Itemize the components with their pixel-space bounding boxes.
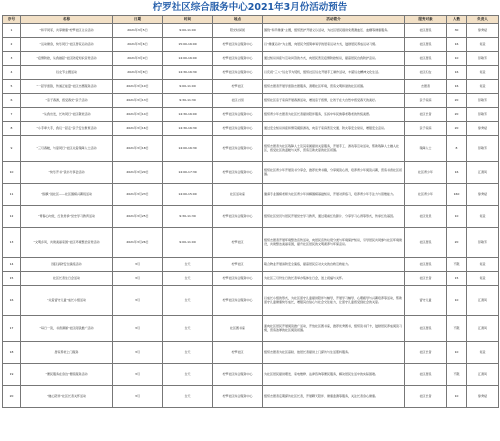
- cell-col-count: 10: [447, 342, 467, 364]
- cell-col-location: 社区图书室: [213, 316, 263, 342]
- cell-col-time: 全天: [163, 342, 213, 364]
- cell-col-owner: 彭敏芳: [467, 94, 499, 108]
- cell-col-owner: 徐秀斌: [467, 184, 499, 206]
- cell-col-date: 2021年3月20日: [113, 162, 163, 184]
- cell-col-name: “运动健身，快乐同行”社区居家运动活动: [21, 38, 113, 52]
- cell-col-name: “便民服务在身边”便民服务活动: [21, 364, 113, 386]
- cell-col-owner: 徐秀斌: [467, 24, 499, 38]
- cell-col-time: 全天: [163, 386, 213, 408]
- cell-col-audience: 亲子家庭: [405, 94, 447, 108]
- cell-col-count: 16: [447, 38, 467, 52]
- cell-col-owner: 江清风: [467, 162, 499, 184]
- cell-col-time: 全天: [163, 364, 213, 386]
- cell-col-date: 2021年3月10日: [113, 80, 163, 94]
- cell-col-location: 柠罗社区综合服务中心: [213, 386, 263, 408]
- cell-col-time: 14:30-16:30: [163, 122, 213, 136]
- cell-col-index: 2: [3, 38, 21, 52]
- cell-col-location: 柠罗社区综合服务中心: [213, 136, 263, 162]
- cell-col-index: 10: [3, 162, 21, 184]
- cell-col-audience: 社区妇女: [405, 66, 447, 80]
- cell-col-count: 16: [447, 66, 467, 80]
- cell-col-time: 9:00-11:00: [163, 228, 213, 258]
- table-row: [3, 272, 499, 286]
- header-col-audience: 服务对象: [405, 16, 447, 24]
- cell-col-time: 14:30-16:30: [163, 66, 213, 80]
- cell-col-time: 14:30-16:00: [163, 108, 213, 122]
- cell-col-index: 19: [3, 364, 21, 386]
- header-col-name: 名称: [21, 16, 113, 24]
- cell-col-count: 不限: [447, 316, 467, 342]
- cell-col-date: 2021年3月25日: [113, 206, 163, 228]
- cell-col-count: 10: [447, 206, 467, 228]
- cell-col-count: 20: [447, 94, 467, 108]
- cell-col-owner: 彭敏芳: [467, 136, 499, 162]
- cell-col-index: 20: [3, 386, 21, 408]
- cell-col-date: 2021年3月9日: [113, 52, 163, 66]
- cell-col-count: 20: [447, 122, 467, 136]
- cell-col-location: 阳光时间街: [213, 24, 263, 38]
- table-row: [3, 228, 499, 258]
- cell-col-index: 12: [3, 206, 21, 228]
- cell-col-index: 16: [3, 286, 21, 316]
- cell-col-audience: 社区居民: [405, 228, 447, 258]
- cell-col-location: 柠罗社区综合服务中心: [213, 52, 263, 66]
- table-body: [3, 24, 499, 408]
- cell-col-date: 3月: [113, 386, 163, 408]
- cell-col-index: 17: [3, 316, 21, 342]
- cell-col-owner: 何意: [467, 272, 499, 286]
- cell-col-index: 5: [3, 80, 21, 94]
- cell-col-description: 组织志愿者为社区高龄、独居长者提供上门探访与生活照料服务。: [263, 342, 405, 364]
- cell-col-audience: 社区长者: [405, 108, 447, 122]
- cell-col-time: 9:30-11:30: [163, 206, 213, 228]
- cell-col-description: 组织志愿者开展环境整治宣传活动，向居民宣传垃圾分类与环境保护知识，引导居民共同参与社区环境建设，共建整洁美丽家园，提升社区居民的文明素养与环保意识。: [263, 228, 405, 258]
- cell-col-owner: 江清风: [467, 286, 499, 316]
- cell-col-date: 3月: [113, 316, 163, 342]
- cell-col-audience: 社区长者: [405, 386, 447, 408]
- cell-col-description: 面向社区居民开展阅读推广活动，开放社区图书室，推荐优秀图书，组织读书打卡，鼓励居民养成阅读习惯，营造浓厚的社区阅读氛围。: [263, 316, 405, 342]
- cell-col-location: 柠罗社区: [213, 80, 263, 94]
- cell-col-date: 3月: [113, 342, 163, 364]
- cell-col-name: 社区长者生日会活动: [21, 272, 113, 286]
- table-row: [3, 136, 499, 162]
- table-row: [3, 38, 499, 52]
- cell-col-date: 2021年3月5日: [113, 24, 163, 38]
- cell-col-name: “青春心向党，红色传承”党史学习教育活动: [21, 206, 113, 228]
- cell-col-audience: 志愿者: [405, 80, 447, 94]
- cell-col-name: 园区消防安全演练活动: [21, 258, 113, 272]
- cell-col-index: 13: [3, 228, 21, 258]
- table-row: [3, 316, 499, 342]
- cell-col-name: “一起学雷锋，传递正能量”社区志愿服务活动: [21, 80, 113, 94]
- cell-col-index: 14: [3, 258, 21, 272]
- header-col-owner: 负责人: [467, 16, 499, 24]
- cell-col-location: 柠罗社区综合服务中心: [213, 38, 263, 52]
- cell-col-description: 组织社区党员与居民开展党史学习教育，通过观看红色影片、分享学习心得等形式，传承红色基因。: [263, 206, 405, 228]
- cell-col-audience: 社区党员: [405, 206, 447, 228]
- table-row: [3, 66, 499, 80]
- cell-col-description: 邀请专业围棋老师为社区青少年讲解围棋基础知识，开展对弈练习，培养青少年专注力与思维能力。: [263, 184, 405, 206]
- header-col-time: 时间: [163, 16, 213, 24]
- cell-col-audience: 社区居民: [405, 24, 447, 38]
- cell-col-count: 10: [447, 52, 467, 66]
- cell-col-audience: 留守儿童: [405, 286, 447, 316]
- cell-col-date: 3月: [113, 286, 163, 316]
- cell-col-index: 6: [3, 94, 21, 108]
- cell-col-time: 14:00-17:30: [163, 162, 213, 184]
- cell-col-description: 组织志愿者为社区残障人士及其家属提供关爱服务，开展手工、游戏等互动活动，帮助残障人士融入社区，感受社区的温暖与关怀，营造互助友爱的社区氛围。: [263, 136, 405, 162]
- table-row: [3, 24, 499, 38]
- cell-col-time: 15:00-16:00: [163, 38, 213, 52]
- table-row: [3, 342, 499, 364]
- cell-col-name: “和平同邻，共享健康”柠罗社区义诊活动: [21, 24, 113, 38]
- cell-col-owner: 江清风: [467, 364, 499, 386]
- cell-col-count: 15: [447, 272, 467, 286]
- cell-col-description: 以成长小组的形式，为社区留守儿童提供陪伴与辅导，开展学习辅导、心理疏导与兴趣培养等活动，帮助留守儿童健康快乐成长，增强其自信心与社会交往能力，让留守儿童感受到社会的关爱。: [263, 286, 405, 316]
- activity-table: [2, 15, 499, 408]
- cell-col-owner: 江清风: [467, 316, 499, 342]
- cell-col-location: 社区活动室: [213, 184, 263, 206]
- cell-col-date: 2021年3月14日: [113, 108, 163, 122]
- header-col-index: 序号: [3, 16, 21, 24]
- cell-col-time: 全天: [163, 272, 213, 286]
- cell-col-location: 柠罗社区综合服务中心: [213, 286, 263, 316]
- cell-col-description: 组织社区青少年开展读书分享会，推荐优秀书籍，分享阅读心得，培养青少年阅读兴趣，营造书香社区氛围。: [263, 162, 405, 184]
- table-row: [3, 286, 499, 316]
- cell-col-name: 妇女节主题活动: [21, 66, 113, 80]
- cell-col-location: 柠罗社区: [213, 342, 263, 364]
- cell-col-location: 柠罗社区: [213, 258, 263, 272]
- cell-col-owner: 何意: [467, 258, 499, 272]
- cell-col-location: 柠罗社区: [213, 228, 263, 258]
- cell-col-count: 16: [447, 80, 467, 94]
- cell-col-name: “关爱留守儿童”成长小组活动: [21, 286, 113, 316]
- table-row: [3, 258, 499, 272]
- cell-col-time: 全天: [163, 316, 213, 342]
- cell-col-time: 9:00-11:00: [163, 24, 213, 38]
- cell-col-count: 10: [447, 386, 467, 408]
- cell-col-name: “亲子春游，感受春光”亲子活动: [21, 94, 113, 108]
- table-row: [3, 386, 499, 408]
- cell-col-name: “小手牵大手，我们一起走”亲子安全教育活动: [21, 122, 113, 136]
- cell-col-name: “每日一读，书香满屋”社区阅读推广活动: [21, 316, 113, 342]
- cell-col-owner: 何意: [467, 66, 499, 80]
- cell-col-count: 20: [447, 108, 467, 122]
- cell-col-description: 组织志愿者开展学雷锋志愿服务，清理社区环境，营造文明和谐的社区氛围。: [263, 80, 405, 94]
- cell-col-date: 3月: [113, 272, 163, 286]
- cell-col-description: 以“健康运动”为主题，向居民介绍简单易学的居家运动方式，鼓励居民养成运动习惯。: [263, 38, 405, 52]
- cell-col-time: 9:30-11:30: [163, 94, 213, 108]
- cell-col-name: “暖心陪伴”社区长者关怀活动: [21, 386, 113, 408]
- cell-col-owner: 彭敏芳: [467, 108, 499, 122]
- cell-col-date: 2021年3月16日: [113, 122, 163, 136]
- cell-col-description: 组织青少年志愿者为社区长者提供陪伴服务，弘扬中华民族尊老敬老的传统美德。: [263, 108, 405, 122]
- cell-col-location: 柠罗社区综合服务中心: [213, 364, 263, 386]
- cell-col-location: 社区公园: [213, 94, 263, 108]
- cell-col-description: 为社区居民提供理发、家电维修、法律咨询等便民服务，解决居民生活中的实际困难。: [263, 364, 405, 386]
- cell-col-audience: 社区居民: [405, 258, 447, 272]
- header-col-description: 活动简介: [263, 16, 405, 24]
- cell-col-location: 柠罗社区综合服务中心: [213, 108, 263, 122]
- cell-col-count: 10: [447, 286, 467, 316]
- cell-col-count: 160: [447, 184, 467, 206]
- header-col-date: 日期: [113, 16, 163, 24]
- cell-col-audience: 社区居民: [405, 38, 447, 52]
- table-row: [3, 52, 499, 66]
- cell-col-name: “疫情防控，从我做起”社区防疫知识宣传活动: [21, 52, 113, 66]
- cell-col-location: 柠罗社区综合服务中心: [213, 122, 263, 136]
- cell-col-count: 不限: [447, 364, 467, 386]
- cell-col-audience: 社区青少年: [405, 184, 447, 206]
- table-row: [3, 364, 499, 386]
- cell-col-audience: 亲子家庭: [405, 122, 447, 136]
- cell-col-description: 为社区三月份生日的长者举办集体生日会，送上祝福与关怀。: [263, 272, 405, 286]
- header-col-count: 人数: [447, 16, 467, 24]
- cell-col-date: 2021年3月6日: [113, 38, 163, 52]
- cell-col-audience: 社区居民: [405, 364, 447, 386]
- cell-col-time: 全天: [163, 286, 213, 316]
- cell-col-audience: 残障人士: [405, 136, 447, 162]
- cell-col-index: 8: [3, 122, 21, 136]
- cell-col-description: 通过知识讲座与互动问答的方式，向居民普及疫情防控知识，提高居民自我防护意识。: [263, 52, 405, 66]
- cell-col-audience: 社区青少年: [405, 162, 447, 184]
- cell-col-name: “围棋”进社区——社区围棋兴趣班活动: [21, 184, 113, 206]
- cell-col-time: 14:00-15:00: [163, 184, 213, 206]
- cell-col-owner: 何意: [467, 80, 499, 94]
- cell-col-index: 9: [3, 136, 21, 162]
- cell-col-time: 14:00-16:00: [163, 52, 213, 66]
- cell-col-audience: 社区居民: [405, 316, 447, 342]
- cell-col-index: 15: [3, 272, 21, 286]
- cell-col-index: 3: [3, 52, 21, 66]
- cell-col-count: 20: [447, 228, 467, 258]
- cell-col-owner: 何意: [467, 342, 499, 364]
- cell-col-count: 30: [447, 24, 467, 38]
- cell-col-date: 3月: [113, 258, 163, 272]
- table-row: [3, 108, 499, 122]
- cell-col-location: 柠罗社区综合服务中心: [213, 66, 263, 80]
- cell-col-audience: 社区居民: [405, 52, 447, 66]
- cell-col-owner: 徐秀斌: [467, 386, 499, 408]
- page-title: 柠罗社区综合服务中心2021年3月份活动预告: [152, 2, 348, 13]
- cell-col-description: 围绕“和平健康”主题，组织医护开展义诊活动，为社区居民提供免费测血压、血糖等健康服务。: [263, 24, 405, 38]
- cell-col-name: “文明乡风，共建美丽家园”社区环境整治宣传活动: [21, 228, 113, 258]
- cell-col-owner: 何意: [467, 38, 499, 52]
- cell-col-audience: 社区长者: [405, 342, 447, 364]
- cell-col-index: 4: [3, 66, 21, 80]
- cell-col-name: “三月春暖，与爱同行”社区关爱残障人士活动: [21, 136, 113, 162]
- cell-col-name: “从我出发，长幼同行”社区敬老活动: [21, 108, 113, 122]
- table-row: [3, 206, 499, 228]
- cell-col-description: 通过安全知识讲座和情景模拟游戏，向亲子家庭普及交通、防火等安全常识，增强安全意识。: [263, 122, 405, 136]
- cell-col-count: 8: [447, 136, 467, 162]
- cell-col-date: 2021年3月13日: [113, 94, 163, 108]
- cell-col-date: 2021年3月26日: [113, 228, 163, 258]
- cell-col-owner: 彭敏芳: [467, 52, 499, 66]
- cell-col-location: 柠罗社区综合服务中心: [213, 162, 263, 184]
- cell-col-name: “快乐开书”读书分享会活动: [21, 162, 113, 184]
- cell-col-description: 组织社区亲子家庭开展春游活动，增进亲子感情，让孩子在大自然中感受春天的美好。: [263, 94, 405, 108]
- table-row: [3, 162, 499, 184]
- cell-col-audience: 社区长者: [405, 272, 447, 286]
- cell-col-description: 以庆祝“三八”妇女节为契机，组织社区妇女开展手工制作活动，丰富妇女精神文化生活。: [263, 66, 405, 80]
- cell-col-count: 不限: [447, 258, 467, 272]
- cell-col-index: 18: [3, 342, 21, 364]
- header-col-location: 地点: [213, 16, 263, 24]
- cell-col-description: 联合物业开展消防安全演练，提高居民应对火灾的自救互救能力。: [263, 258, 405, 272]
- cell-col-owner: 何意: [467, 206, 499, 228]
- table-row: [3, 122, 499, 136]
- table-row: [3, 80, 499, 94]
- table-row: [3, 94, 499, 108]
- cell-col-date: 3月: [113, 364, 163, 386]
- cell-col-owner: 徐秀斌: [467, 122, 499, 136]
- cell-col-index: 11: [3, 184, 21, 206]
- cell-col-name: 居家养老上门服务: [21, 342, 113, 364]
- cell-col-time: 9:00-11:00: [163, 80, 213, 94]
- cell-col-index: 1: [3, 24, 21, 38]
- cell-col-count: 16: [447, 162, 467, 184]
- table-row: [3, 184, 499, 206]
- cell-col-time: 全天: [163, 258, 213, 272]
- table-header-row: [3, 16, 499, 24]
- cell-col-description: 组织志愿者定期探访社区长者，开展聊天陪伴、健康监测等服务，关注长者身心健康。: [263, 386, 405, 408]
- cell-col-location: 柠罗社区综合服务中心: [213, 272, 263, 286]
- cell-col-location: 柠罗社区综合服务中心: [213, 206, 263, 228]
- cell-col-index: 7: [3, 108, 21, 122]
- cell-col-date: 2021年3月23日: [113, 184, 163, 206]
- cell-col-owner: 彭敏芳: [467, 228, 499, 258]
- cell-col-time: 14:00-16:30: [163, 136, 213, 162]
- cell-col-date: 2021年3月8日: [113, 66, 163, 80]
- cell-col-date: 2021年3月18日: [113, 136, 163, 162]
